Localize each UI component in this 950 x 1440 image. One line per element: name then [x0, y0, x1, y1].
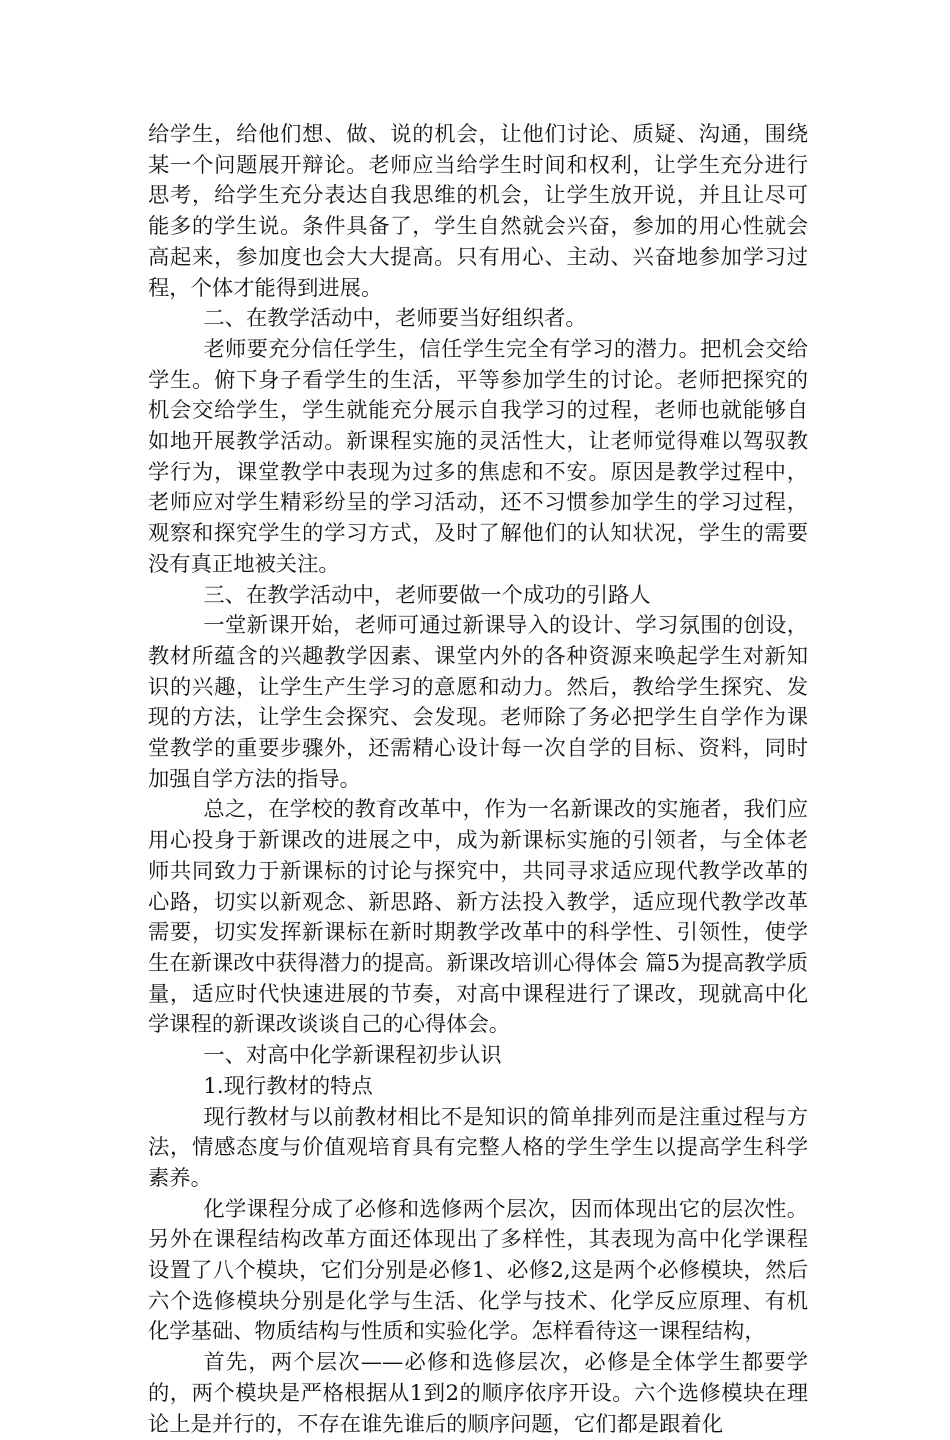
- paragraph: 给学生，给他们想、做、说的机会，让他们讨论、质疑、沟通，围绕某一个问题展开辩论。老师应当给学生时间和权利，让学生充分进行思考，给学生充分表达自我思维的机会，让学生放开说，并且让尽可能多的学生说。条件具备了，学生自然就会兴奋，参加的用心性就会高起来，参加度也会大大提高。只有用心、主动、兴奋地参加学习过程，个体才能得到进展。: [148, 122, 808, 301]
- paragraph: 现行教材与以前教材相比不是知识的简单排列而是注重过程与方法，情感态度与价值观培育具有完整人格的学生学生以提高学生科学素养。: [148, 1104, 808, 1191]
- section-heading: 二、在教学活动中，老师要当好组织者。: [203, 306, 587, 332]
- paragraph: 化学课程分成了必修和选修两个层次，因而体现出它的层次性。另外在课程结构改革方面还体现出了多样性，其表现为高中化学课程设置了八个模块，它们分别是必修1、必修2,这是两个必修模块，然后六个选修模块分别是化学与生活、化学与技术、化学反应原理、有机化学基础、物质结构与性质和实验化学。怎样看待这一课程结构，: [148, 1196, 808, 1345]
- paragraph: 首先，两个层次——必修和选修层次，必修是全体学生都要学的，两个模块是严格根据从1到2的顺序依序开设。六个选修模块在理论上是并行的，不存在谁先谁后的顺序问题，它们都是跟着化: [148, 1350, 808, 1437]
- section-heading: 三、在教学活动中，老师要做一个成功的引路人: [203, 582, 651, 608]
- section-heading: 一、对高中化学新课程初步认识: [203, 1043, 502, 1069]
- paragraph: 老师要充分信任学生，信任学生完全有学习的潜力。把机会交给学生。俯下身子看学生的生活，平等参加学生的讨论。老师把探究的机会交给学生，学生就能充分展示自我学习的过程，老师也就能够自如地开展教学活动。新课程实施的灵活性大，让老师觉得难以驾驭教学行为，课堂教学中表现为过多的焦虑和不安。原因是教学过程中，老师应对学生精彩纷呈的学习活动，还不习惯参加学生的学习过程，观察和探究学生的学习方式，及时了解他们的认知状况，学生的需要没有真正地被关注。: [148, 336, 808, 577]
- paragraph: 总之，在学校的教育改革中，作为一名新课改的实施者，我们应用心投身于新课改的进展之中，成为新课标实施的引领者，与全体老师共同致力于新课标的讨论与探究中，共同寻求适应现代教学改革的心路，切实以新观念、新思路、新方法投入教学，适应现代教学改革需要，切实发挥新课标在新时期教学改革中的科学性、引领性，使学生在新课改中获得潜力的提高。新课改培训心得体会 篇5为提高教学质量，适应时代快速进展的节奏，对高中课程进行了课改，现就高中化学课程的新课改谈谈自己的心得体会。: [148, 797, 808, 1038]
- paragraph: 一堂新课开始，老师可通过新课导入的设计、学习氛围的创设，教材所蕴含的兴趣教学因素、课堂内外的各种资源来唤起学生对新知识的兴趣，让学生产生学习的意愿和动力。然后，教给学生探究、发现的方法，让学生会探究、会发现。老师除了务必把学生自学作为课堂教学的重要步骤外，还需精心设计每一次自学的目标、资料，同时加强自学方法的指导。: [148, 613, 808, 792]
- subsection-heading: 1.现行教材的特点: [203, 1073, 373, 1099]
- document-body: [148, 120, 808, 1440]
